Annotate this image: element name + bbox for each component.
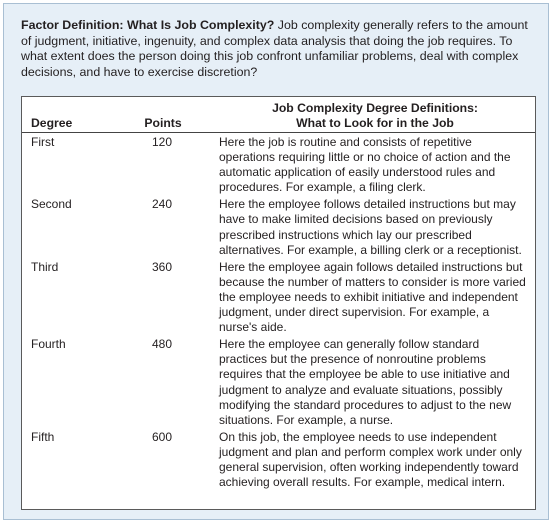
header-definitions-line1: Job Complexity Degree Definitions: [272, 101, 478, 115]
definition-cell: Here the employee can generally follow standard practices but the presence of nonroutine problems requires that the employee be able to use initiative and judgment to analyze and evaluate situations, possibly modifying the standard procedures to adjust to the new situations. For example, a nurse. [219, 337, 512, 427]
job-complexity-panel [3, 3, 549, 520]
header-definitions [215, 97, 535, 133]
intro-text: Job complexity generally refers to the amount of judgment, initiative, ingenuity, and complex data analysis that doing the job requires. To what extent does the person doing this job confront unfamiliar problems, deal with complex decisions, and have to exercise discretion? [21, 18, 528, 79]
definition-cell: On this job, the employee needs to use independent judgment and plan and perform complex work under only general supervision, often working independently toward achieving overall results. For example, medical intern. [219, 429, 522, 490]
points-cell: 120 [151, 135, 173, 149]
header-definitions-line2: What to Look for in the Job [296, 116, 454, 130]
definition-cell: Here the employee follows detailed instructions but may have to make limited decisions based on previously prescribed instructions which lay our prescribed alternatives. For example, a billing clerk or a receptionist. [219, 197, 522, 257]
table-row [22, 337, 535, 430]
header-degree: Degree [22, 97, 111, 133]
definition-cell: Here the employee again follows detailed instructions but because the number of matters to consider is more varied the employee needs to exhibit initiative and independent judgment, under direct supervision. For example, a nurse's aide. [219, 259, 526, 335]
degree-cell: First [31, 135, 55, 149]
points-cell: 600 [151, 429, 173, 444]
intro-paragraph [21, 18, 537, 80]
degree-cell: Second [31, 197, 72, 212]
points-cell: 480 [151, 337, 173, 352]
degree-cell: Fourth [31, 337, 66, 352]
degree-definitions-table-box [21, 96, 536, 510]
table-row [22, 133, 535, 198]
degree-cell: Third [31, 259, 59, 274]
table-row [22, 260, 535, 337]
table-row [22, 197, 535, 259]
points-cell: 360 [151, 259, 173, 274]
definition-cell: Here the job is routine and consists of repetitive operations requiring little or no choice of action and the automatic application of easily understood rules and procedures. For example, a filing clerk. [219, 135, 511, 195]
table-row [22, 430, 535, 492]
degree-cell: Fifth [31, 429, 55, 444]
points-cell: 240 [151, 197, 173, 212]
intro-heading: Factor Definition: What Is Job Complexity? [21, 18, 275, 32]
header-points: Points [111, 97, 215, 133]
degree-definitions-table [22, 97, 535, 492]
table-header-row [22, 97, 535, 133]
